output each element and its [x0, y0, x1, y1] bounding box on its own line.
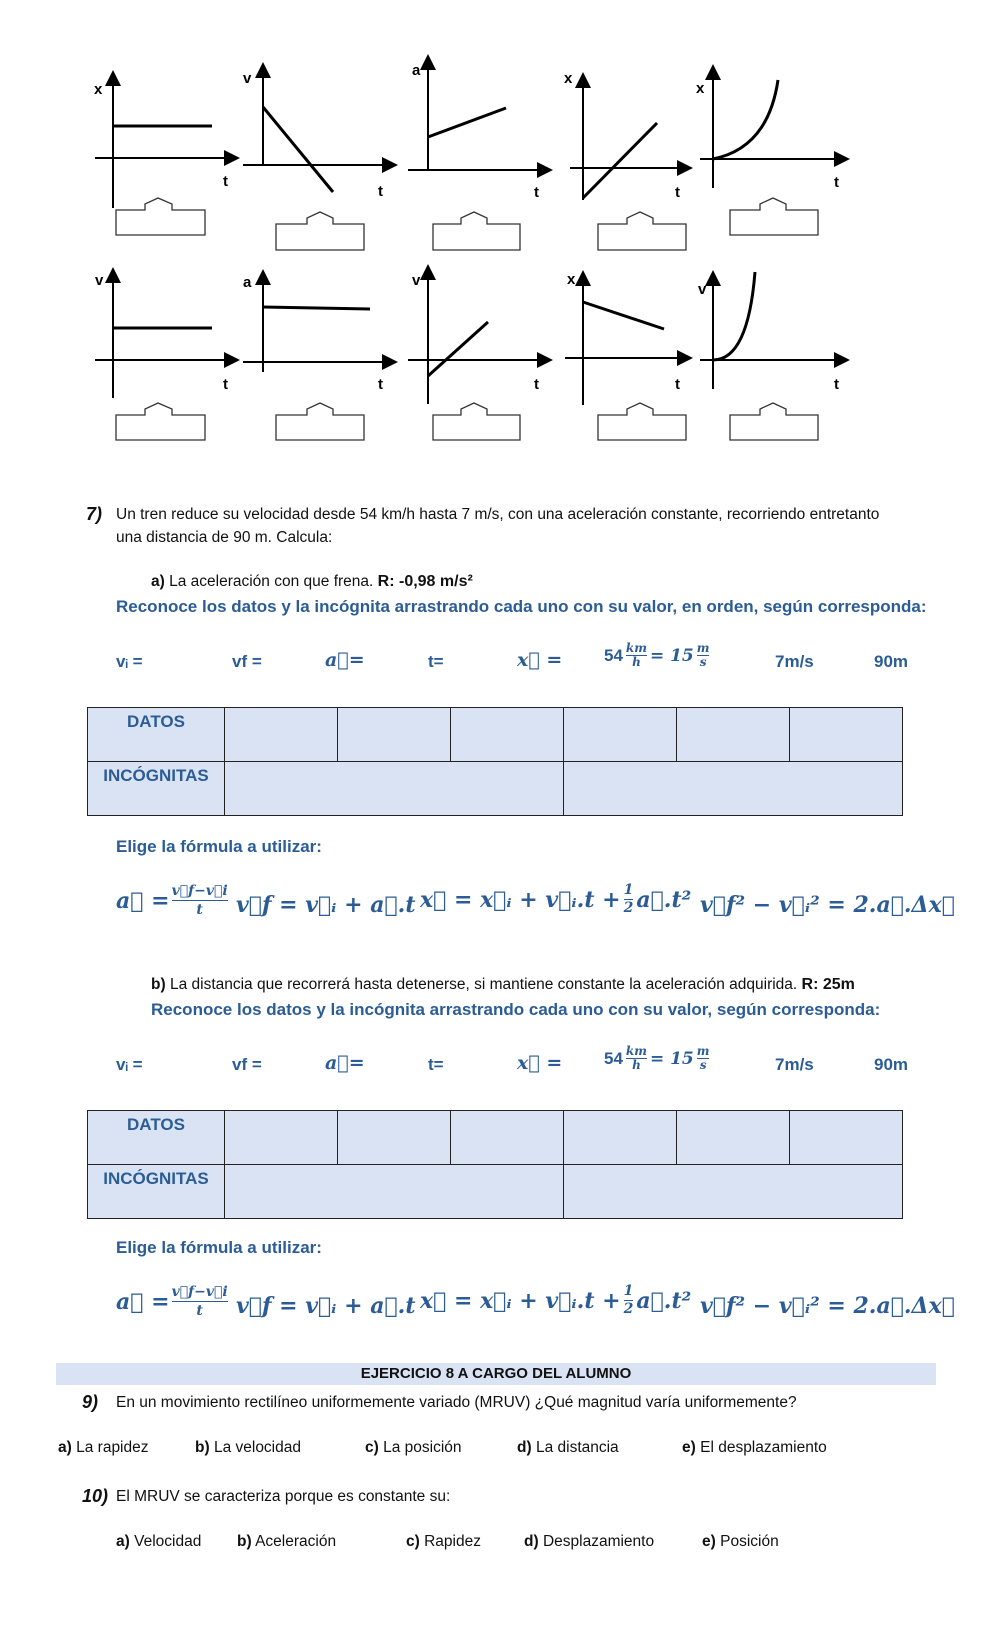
graph-2-3-ylabel: v [412, 272, 421, 289]
graph-1-4 [570, 80, 685, 200]
datos-slot[interactable] [338, 1111, 451, 1165]
graph-2-4-tlabel: t [675, 376, 680, 393]
incognita-slot[interactable] [564, 1165, 903, 1219]
formula-a-den: t [196, 902, 203, 918]
q9-option-e[interactable]: e) El desplazamiento [682, 1439, 827, 1456]
graph-1-3-ylabel: a [412, 62, 421, 79]
q9-option-c[interactable]: c) La posición [365, 1439, 462, 1456]
q9-option-b[interactable]: b) La velocidad [195, 1439, 301, 1456]
formula-heading-a: Elige la fórmula a utilizar: [116, 837, 322, 856]
q7b-answer: R: 25m [801, 976, 855, 993]
graph-1-3 [408, 62, 545, 170]
datos-label: DATOS [88, 708, 225, 762]
graph-1-1 [95, 78, 232, 208]
incognita-slot[interactable] [225, 1165, 564, 1219]
datos-slot[interactable] [790, 708, 903, 762]
speed-unit-fraction [626, 642, 647, 669]
datos-slot[interactable] [677, 708, 790, 762]
var-speed-conversion[interactable] [604, 642, 709, 669]
formula-torricelli[interactable]: v⃗f² − v⃗ᵢ² = 2.a⃗.Δx⃗ [700, 1293, 955, 1319]
formula-torricelli[interactable]: v⃗f² − v⃗ᵢ² = 2.a⃗.Δx⃗ [700, 892, 955, 918]
speed-unit2-top: m [696, 641, 710, 655]
q10-option-c[interactable]: c) Rapidez [406, 1533, 481, 1550]
formula-final-velocity[interactable]: v⃗f = v⃗ᵢ + a⃗.t [236, 892, 416, 918]
graph-1-5 [700, 72, 842, 188]
graph-1-5-tlabel: t [834, 174, 839, 191]
datos-slot[interactable] [451, 1111, 564, 1165]
formula-a-den: t [196, 1303, 203, 1319]
q9-option-d[interactable]: d) La distancia [517, 1439, 619, 1456]
q7a-answer: R: -0,98 m/s² [377, 573, 473, 590]
formula-a-num: v⃗f−v⃗i [171, 883, 228, 899]
graph-2-5 [700, 272, 842, 389]
graph-2-4-ylabel: x [567, 271, 576, 288]
speed-unit-bottom: h [632, 1058, 641, 1072]
var-vi[interactable]: vᵢ = [116, 1055, 143, 1074]
speed-eq: = 15 [649, 1048, 694, 1069]
var-vf[interactable]: vf = [232, 652, 262, 671]
q7a-line [151, 573, 473, 591]
q7b-line [151, 976, 855, 994]
datos-slot[interactable] [564, 708, 677, 762]
formula-position[interactable] [420, 882, 691, 917]
datos-slot[interactable] [564, 1111, 677, 1165]
formula-x-num: 1 [623, 882, 634, 898]
formula-x-den: 2 [623, 900, 634, 916]
graph-1-2-tlabel: t [378, 183, 383, 200]
datos-slot[interactable] [790, 1111, 903, 1165]
var-distance[interactable]: 90m [874, 1055, 909, 1074]
datos-slot[interactable] [677, 1111, 790, 1165]
speed-unit2-fraction [697, 1045, 710, 1072]
graph-2-1-tlabel: t [223, 376, 228, 393]
speed-unit2-fraction [697, 642, 710, 669]
var-vf[interactable]: vf = [232, 1055, 262, 1074]
speed-unit2-bottom: s [699, 655, 707, 669]
graph-2-3-tlabel: t [534, 376, 539, 393]
q7b-label: b) [151, 976, 166, 993]
data-table-a [87, 707, 903, 816]
graph-1-2 [243, 70, 390, 192]
graph-2-5-tlabel: t [834, 376, 839, 393]
var-vi[interactable]: vᵢ = [116, 652, 143, 671]
q10-number: 10) [82, 1486, 109, 1506]
var-x[interactable]: x⃗ = [517, 649, 563, 671]
q9-text: En un movimiento rectilíneo uniformemente variado (MRUV) ¿Qué magnitud varía uniformemente? [116, 1394, 797, 1411]
var-t[interactable]: t= [428, 652, 444, 671]
speed-unit-top: km [625, 641, 647, 655]
var-v-final[interactable]: 7m/s [775, 652, 814, 671]
formula-x-part1: x⃗ = x⃗ᵢ + v⃗ᵢ.t + [420, 1287, 621, 1314]
graph-2-2-tlabel: t [378, 376, 383, 393]
formula-final-velocity[interactable]: v⃗f = v⃗ᵢ + a⃗.t [236, 1293, 416, 1319]
datos-slot[interactable] [338, 708, 451, 762]
formula-x-part2: a⃗.t² [636, 1287, 692, 1314]
data-table-b [87, 1110, 903, 1219]
formula-x-den: 2 [623, 1301, 634, 1317]
q10-option-e[interactable]: e) Posición [702, 1533, 779, 1550]
q10-option-b[interactable]: b) Aceleración [237, 1533, 337, 1550]
incognitas-label: INCÓGNITAS [88, 1165, 225, 1219]
var-a[interactable]: a⃗= [325, 649, 365, 671]
var-t[interactable]: t= [428, 1055, 444, 1074]
formula-position[interactable] [420, 1283, 691, 1318]
var-x[interactable]: x⃗ = [517, 1052, 563, 1074]
formula-x-half [624, 1283, 634, 1318]
formula-x-num: 1 [623, 1283, 634, 1299]
q10-text: El MRUV se caracteriza porque es constante su: [116, 1488, 451, 1505]
var-a[interactable]: a⃗= [325, 1052, 365, 1074]
q7-number: 7) [86, 504, 103, 524]
formula-acceleration[interactable] [116, 1283, 228, 1320]
graph-1-4-tlabel: t [675, 184, 680, 201]
var-v-final[interactable]: 7m/s [775, 1055, 814, 1074]
speed-eq: = 15 [649, 645, 694, 666]
incognitas-label: INCÓGNITAS [88, 762, 225, 816]
q9-number: 9) [82, 1392, 99, 1412]
graph-2-2-ylabel: a [243, 274, 252, 291]
datos-slot[interactable] [225, 708, 338, 762]
graph-2-5-ylabel: v [698, 281, 707, 298]
speed-value: 54 [604, 1048, 623, 1068]
var-distance[interactable]: 90m [874, 652, 909, 671]
graph-1-1-tlabel: t [223, 173, 228, 190]
formula-acceleration[interactable] [116, 882, 228, 919]
q10-option-a[interactable]: a) Velocidad [116, 1533, 202, 1550]
q10-option-d[interactable]: d) Desplazamiento [524, 1533, 655, 1550]
formula-a-lhs: a⃗ = [116, 1288, 170, 1315]
formula-a-lhs: a⃗ = [116, 887, 170, 914]
q7-text-line1: Un tren reduce su velocidad desde 54 km/h hasta 7 m/s, con una aceleración constante, recorriendo entretanto [116, 506, 880, 523]
graph-1-1-ylabel: x [94, 81, 103, 98]
q7a-text: La aceleración con que frena. [169, 573, 374, 590]
graph-2-1-ylabel: v [95, 272, 104, 289]
speed-unit-top: km [625, 1044, 647, 1058]
datos-slot[interactable] [451, 708, 564, 762]
graph-2-2 [243, 277, 390, 372]
datos-slot[interactable] [225, 1111, 338, 1165]
speed-unit-fraction [626, 1045, 647, 1072]
exercise-8-banner: EJERCICIO 8 A CARGO DEL ALUMNO [56, 1363, 936, 1385]
graph-1-4-ylabel: x [564, 70, 573, 87]
var-speed-conversion[interactable] [604, 1045, 709, 1072]
q9-option-a[interactable]: a) La rapidez [58, 1439, 149, 1456]
graph-1-5-ylabel: x [696, 80, 705, 97]
graph-2-1 [95, 275, 232, 398]
incognita-slot[interactable] [564, 762, 903, 816]
graph-2-3 [408, 272, 545, 404]
speed-value: 54 [604, 645, 623, 665]
formula-a-fraction [172, 1283, 228, 1320]
formula-x-part1: x⃗ = x⃗ᵢ + v⃗ᵢ.t + [420, 886, 621, 913]
q7-text-line2: una distancia de 90 m. Calcula: [116, 529, 333, 546]
formula-a-fraction [172, 882, 228, 919]
incognita-slot[interactable] [225, 762, 564, 816]
graph-1-3-tlabel: t [534, 184, 539, 201]
q7b-instruction: Reconoce los datos y la incógnita arrastrando cada uno con su valor, según corresponda: [151, 1000, 881, 1019]
formula-heading-b: Elige la fórmula a utilizar: [116, 1238, 322, 1257]
motion-graphs [0, 0, 1000, 460]
speed-unit2-bottom: s [699, 1058, 707, 1072]
graph-2-4 [565, 278, 685, 405]
formula-x-part2: a⃗.t² [636, 886, 692, 913]
graph-1-2-ylabel: v [243, 70, 252, 87]
datos-label: DATOS [88, 1111, 225, 1165]
q7a-label: a) [151, 573, 165, 590]
speed-unit-bottom: h [632, 655, 641, 669]
q7b-text: La distancia que recorrerá hasta detenerse, si mantiene constante la aceleración adquirida. [169, 976, 798, 993]
speed-unit2-top: m [696, 1044, 710, 1058]
formula-a-num: v⃗f−v⃗i [171, 1284, 228, 1300]
formula-x-half [624, 882, 634, 917]
q7a-instruction: Reconoce los datos y la incógnita arrastrando cada uno con su valor, en orden, según corresponda: [116, 597, 927, 616]
